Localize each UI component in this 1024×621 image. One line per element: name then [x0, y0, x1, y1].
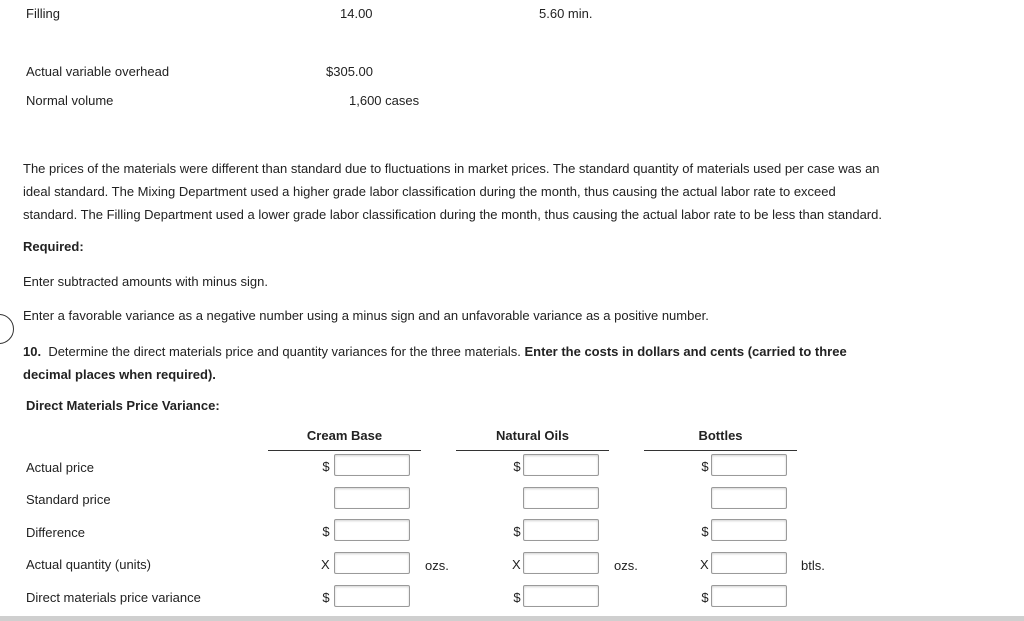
bottles-price-variance-input[interactable]: [711, 585, 787, 607]
cream-base-difference-input[interactable]: [334, 519, 410, 541]
cream-base-actual-price-input[interactable]: [334, 454, 410, 476]
unit-label-bottles: btls.: [801, 558, 825, 573]
natural-oils-actual-price-input[interactable]: [523, 454, 599, 476]
normal-volume-label: Normal volume: [26, 93, 114, 108]
column-header-natural-oils: Natural Oils: [496, 428, 569, 443]
cream-base-actual-quantity-input[interactable]: [334, 552, 410, 574]
dollar-sign-bottles-variance: $: [701, 590, 709, 605]
description-paragraph: [23, 157, 1013, 226]
bottles-actual-price-input[interactable]: [711, 454, 787, 476]
navigation-circle-icon[interactable]: [0, 314, 14, 344]
column-underline-bottles: [644, 450, 797, 451]
column-header-cream-base: Cream Base: [306, 428, 383, 443]
question-bold-line-1: Enter the costs in dollars and cents (carried to three: [524, 344, 847, 359]
row-label-difference: Difference: [26, 525, 86, 540]
natural-oils-difference-input[interactable]: [523, 519, 599, 541]
instruction-variance-sign: Enter a favorable variance as a negative number using a minus sign and an unfavorable variance as a positive number.: [23, 308, 709, 323]
dollar-sign-bottles-difference: $: [701, 524, 709, 539]
instruction-subtracted: Enter subtracted amounts with minus sign.: [23, 274, 268, 289]
unit-label-cream-base: ozs.: [425, 558, 449, 573]
cream-base-standard-price-input[interactable]: [334, 487, 410, 509]
row-label-price-variance: Direct materials price variance: [26, 590, 201, 605]
multiply-sign-cream: X: [321, 557, 330, 572]
question-bold-line-2: decimal places when required).: [23, 367, 216, 382]
dollar-sign-oils-actual-price: $: [513, 459, 521, 474]
description-line-3: standard. The Filling Department used a lower grade labor classification during the month, thus causing the actual labor rate to be less than standard.: [23, 207, 882, 222]
dollar-sign-oils-variance: $: [513, 590, 521, 605]
cream-base-price-variance-input[interactable]: [334, 585, 410, 607]
multiply-sign-bottles: X: [700, 557, 709, 572]
row-label-standard-price: Standard price: [26, 492, 111, 507]
filling-value-2: 5.60 min.: [539, 6, 593, 21]
bottles-standard-price-input[interactable]: [711, 487, 787, 509]
natural-oils-standard-price-input[interactable]: [523, 487, 599, 509]
description-line-2: ideal standard. The Mixing Department used a higher grade labor classification during the month, thus causing the actual labor rate to exceed: [23, 184, 836, 199]
dollar-sign-cream-variance: $: [322, 590, 330, 605]
normal-volume-value: 1,600 cases: [349, 93, 420, 108]
dollar-sign-oils-difference: $: [513, 524, 521, 539]
filling-value-1: 14.00: [340, 6, 373, 21]
required-heading: Required:: [23, 239, 84, 254]
filling-label: Filling: [26, 6, 60, 21]
dollar-sign-bottles-actual-price: $: [701, 459, 709, 474]
row-label-actual-price: Actual price: [26, 460, 94, 475]
bottles-actual-quantity-input[interactable]: [711, 552, 787, 574]
row-label-actual-quantity: Actual quantity (units): [26, 557, 152, 572]
question-number: 10.: [23, 344, 42, 359]
dollar-sign-cream-difference: $: [322, 524, 330, 539]
column-underline-natural-oils: [456, 450, 609, 451]
column-header-bottles: Bottles: [698, 428, 743, 443]
natural-oils-actual-quantity-input[interactable]: [523, 552, 599, 574]
bottles-difference-input[interactable]: [711, 519, 787, 541]
dollar-sign-cream-actual-price: $: [322, 459, 330, 474]
column-underline-cream-base: [268, 450, 421, 451]
question-text: Determine the direct materials price and quantity variances for the three materials.: [48, 344, 521, 359]
natural-oils-price-variance-input[interactable]: [523, 585, 599, 607]
bottom-scroll-edge: [0, 616, 1024, 621]
actual-variable-overhead-value: $305.00: [326, 64, 373, 79]
multiply-sign-oils: X: [512, 557, 521, 572]
actual-variable-overhead-label: Actual variable overhead: [26, 64, 170, 79]
section-title: Direct Materials Price Variance:: [26, 398, 220, 413]
description-line-1: The prices of the materials were different than standard due to fluctuations in market prices. The standard quantity of materials used per case was an: [23, 161, 880, 176]
question-10: [23, 340, 1013, 386]
unit-label-natural-oils: ozs.: [614, 558, 638, 573]
